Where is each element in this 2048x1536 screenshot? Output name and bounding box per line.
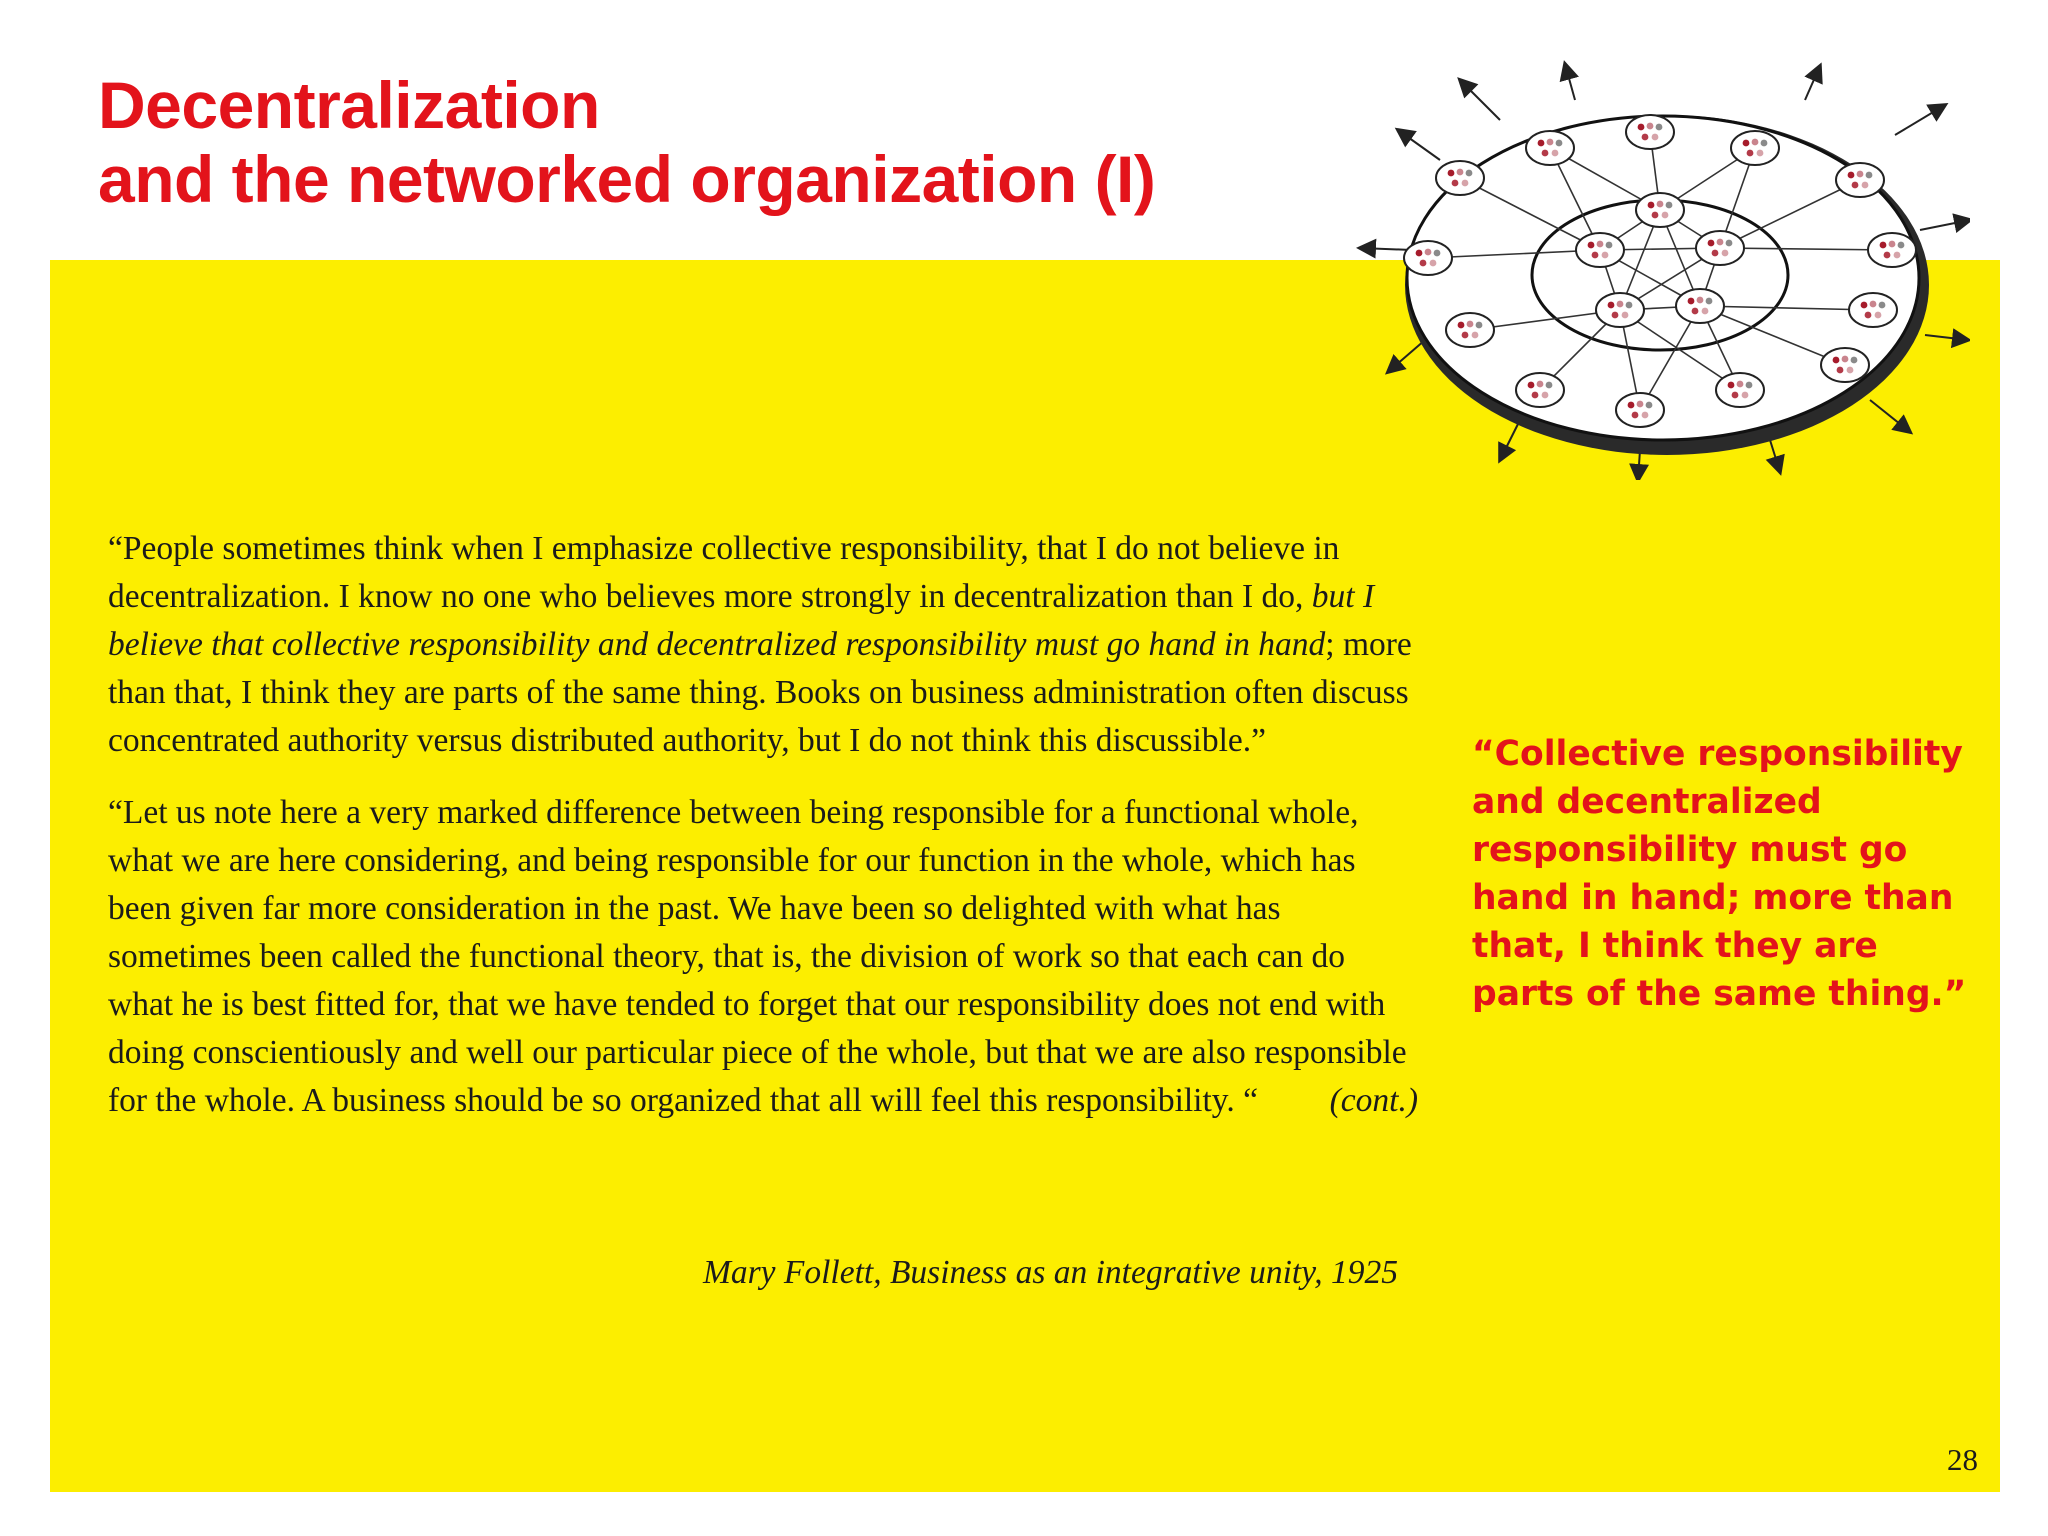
pull-quote: “Collective responsibility and decentralized responsibility must go hand in hand; more than that, I think they are parts of the same thing.” (1472, 734, 1967, 1014)
quote-p2-text: “Let us note here a very marked difference between being responsible for a functional whole, what we are here considering, and being responsible for our function in the whole, which has been given far more consideration in the past. We have been so delighted with what has sometimes been called the functional theory, that is, the division of work so that each can do what he is best fitted for, that we have tended to forget that our responsibility does not end with doing conscientiously and well our particular piece of the whole, but that we are also responsible for the whole. A business should be so organized that all will feel this responsibility. “ (108, 794, 1407, 1119)
quote-paragraph-2 (108, 789, 1418, 1125)
title-line-1: Decentralization (98, 68, 600, 142)
network-organization-diagram-icon (1350, 60, 1970, 480)
quote-attribution: Mary Follett, Business as an integrative unity, 1925 (702, 1254, 1398, 1291)
quote-paragraph-1 (108, 525, 1418, 765)
page-number: 28 (1947, 1442, 1978, 1477)
page-title (98, 68, 1155, 216)
continued-label: (cont.) (1329, 1082, 1418, 1119)
quote-p1-text-2: ; more than that, I think they are parts of the same thing. Books on business administration often discuss concentrated authority versus distributed authority, but I do not think this discussible.” (108, 626, 1412, 759)
quote-body (108, 525, 1418, 1149)
quote-p1-text-1: “People sometimes think when I emphasize collective responsibility, that I do not believe in decentralization. I know no one who believes more strongly in decentralization than I do, (108, 530, 1340, 615)
quote-p1-italic: but I believe that collective responsibility and decentralized responsibility must go hand in hand (108, 578, 1375, 663)
title-line-2: and the networked organization (I) (98, 142, 1156, 216)
